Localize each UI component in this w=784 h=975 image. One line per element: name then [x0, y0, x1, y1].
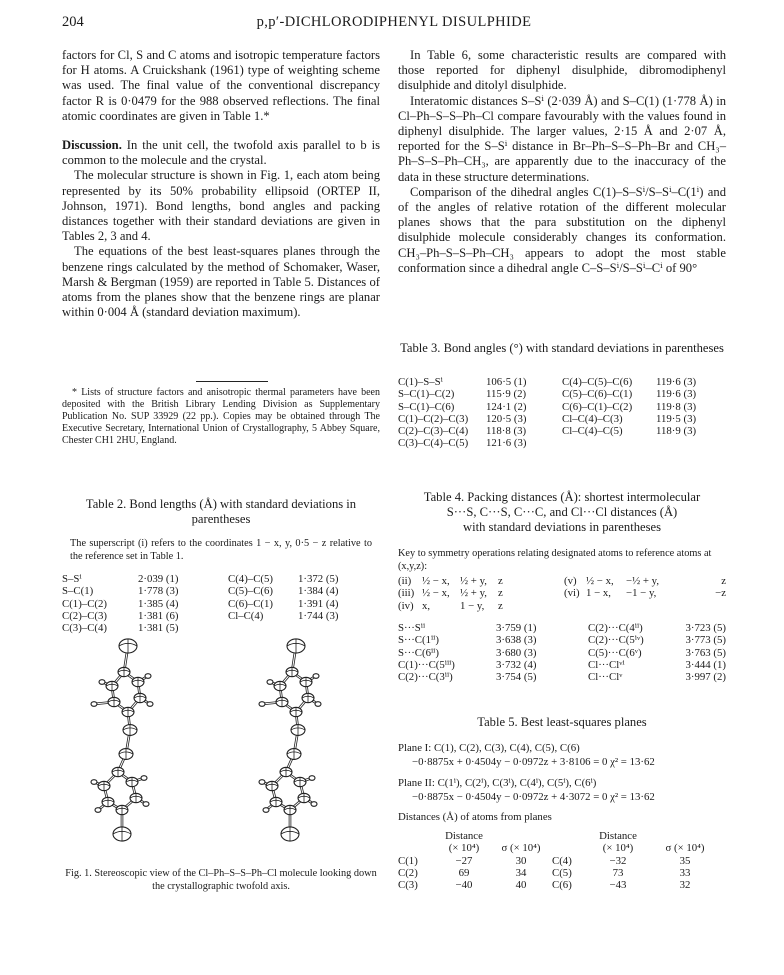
table-cell: 69: [458, 866, 470, 879]
table-cell: 2·039 (1): [138, 573, 179, 585]
table-cell: 118·8 (3): [486, 425, 527, 438]
table5-distances: [398, 830, 726, 891]
figure1-caption: Fig. 1. Stereoscopic view of the Cl–Ph–S–S–Ph–Cl molecule looking down the crystallographic twofold axis.: [65, 868, 377, 892]
table-cell: C(2): [398, 866, 418, 879]
table3-caption: Table 3. Bond angles (°) with standard deviations in parentheses: [400, 341, 724, 355]
table-cell: 119·5 (3): [656, 412, 697, 425]
table-cell: 40: [515, 879, 527, 892]
table-row: [62, 610, 380, 622]
table-cell: C(1)···C(5ⁱⁱⁱ): [398, 658, 455, 671]
discussion-heading: Discussion.: [62, 138, 122, 153]
col-units-left: (× 10⁴): [448, 842, 480, 855]
table-cell: 32: [679, 879, 691, 892]
table4: [398, 622, 726, 683]
discussion-text: In the unit cell, the twofold axis parallel to b is common to the molecule and the crystal.: [62, 138, 380, 168]
table3: [398, 376, 726, 450]
table4-symmetry: [398, 575, 726, 612]
table-cell: C(5): [552, 866, 572, 879]
symmetry-cell: z: [721, 575, 726, 587]
hydrogen-atom: [91, 702, 97, 707]
table-cell: Cl–C(4)–C(5): [562, 425, 623, 438]
table-cell: 1·381 (5): [138, 622, 179, 635]
table-cell: C(2)–C(3): [62, 609, 107, 622]
table-cell: C(6): [552, 879, 572, 892]
col-units-right: (× 10⁴): [602, 842, 634, 855]
table-cell: 120·5 (3): [486, 412, 527, 425]
symmetry-cell: z: [498, 575, 503, 587]
table-cell: 119·6 (3): [656, 388, 697, 401]
table-cell: 119·8 (3): [656, 400, 697, 413]
table-row: [398, 671, 726, 683]
table-cell: C(5)···C(6ᵛ): [588, 646, 642, 659]
table2: [62, 573, 380, 634]
table-cell: −43: [609, 879, 627, 892]
symmetry-cell: −z: [715, 587, 726, 600]
table5-planes: [398, 742, 726, 823]
table4-caption-line1: Table 4. Packing distances (Å): shortest intermolecular: [423, 490, 701, 504]
symmetry-cell: −½ + y,: [626, 575, 660, 587]
table-row: [398, 425, 726, 437]
table-cell: Cl···Clᵛ: [588, 671, 623, 684]
symmetry-cell: ½ + y,: [460, 587, 487, 600]
symmetry-cell: [564, 600, 586, 612]
col-distance-left: Distance: [445, 830, 483, 842]
table-cell: [228, 622, 298, 634]
symmetry-cell: z: [498, 587, 503, 600]
table-cell: [656, 437, 726, 449]
table-cell: C(6)–C(1): [228, 597, 273, 610]
table-cell: 3·763 (5): [685, 646, 726, 659]
page-header: [62, 14, 726, 34]
right-column-text: [398, 48, 726, 276]
table-cell: 3·773 (5): [685, 634, 726, 647]
symmetry-cell: 1 − y,: [460, 599, 485, 612]
hydrogen-atom: [259, 780, 265, 785]
table-cell: C(3): [398, 879, 418, 892]
table-cell: 1·384 (4): [298, 585, 339, 598]
table-row: [62, 585, 380, 597]
table-cell: C(2)···C(3ⁱⁱ): [398, 671, 453, 684]
table-cell: −40: [455, 879, 473, 892]
table-cell: S–Sⁱ: [62, 573, 82, 585]
hydrogen-atom: [95, 808, 101, 813]
table-cell: C(1)–C(2): [62, 597, 107, 610]
running-title: p,p′-DICHLORODIPHENYL DISULPHIDE: [256, 14, 532, 30]
plane2-equation: −0·8875x − 0·4504y − 0·0972z + 4·3072 = 0 χ² = 13·62: [412, 790, 655, 803]
hydrogen-atom: [311, 802, 317, 807]
symmetry-row: [398, 587, 726, 599]
stereo-figure: [64, 638, 382, 858]
table-cell: S···Sⁱⁱ: [398, 622, 426, 634]
left-column-text: [62, 48, 380, 320]
table-cell: S···C(1ⁱⁱ): [398, 634, 439, 647]
table-cell: Cl–C(4): [228, 609, 264, 622]
col-distance-right: Distance: [599, 830, 637, 842]
table-cell: 3·732 (4): [496, 658, 537, 671]
table-cell: C(2)···C(5ⁱᵛ): [588, 634, 644, 647]
table2-caption: Table 2. Bond lengths (Å) with standard deviations in parentheses: [85, 497, 357, 526]
symmetry-cell: (vi): [564, 587, 580, 600]
table-cell: 30: [515, 854, 527, 867]
table-row: [62, 573, 380, 585]
table-cell: 33: [679, 866, 691, 879]
table-cell: 3·754 (5): [496, 671, 537, 684]
symmetry-cell: (iii): [398, 587, 415, 600]
table-cell: 121·6 (3): [486, 437, 527, 450]
table-cell: 3·680 (3): [496, 646, 537, 659]
table-row: [398, 388, 726, 400]
table-row: [62, 622, 380, 634]
symmetry-cell: [626, 600, 676, 612]
table-cell: C(2)···C(4ⁱⁱ): [588, 622, 643, 634]
table4-caption: [398, 490, 726, 535]
table-cell: −32: [609, 854, 627, 867]
hydrogen-atom: [309, 776, 315, 781]
symmetry-cell: (ii): [398, 575, 412, 587]
hydrogen-atom: [313, 674, 319, 679]
symmetry-cell: [676, 600, 726, 612]
table-cell: C(4): [552, 854, 572, 867]
table-row: [398, 879, 726, 891]
hydrogen-atom: [263, 808, 269, 813]
hydrogen-atom: [99, 680, 105, 685]
table-cell: C(2)–C(3)–C(4): [398, 425, 469, 438]
symmetry-cell: x,: [422, 599, 431, 612]
hydrogen-atom: [267, 680, 273, 685]
distances-label: Distances (Å) of atoms from planes: [398, 811, 552, 824]
paragraph-molecular-structure: The molecular structure is shown in Fig. 1, each atom being represented by its 50% probability ellipsoid (ORTEP II, Johnson, 1971). Bond lengths, bond angles and packing distances together with their standard deviations are given in Tables 2, 3 and 4.: [62, 168, 380, 244]
table-cell: 3·759 (1): [496, 622, 537, 634]
symmetry-cell: ½ − x,: [422, 575, 450, 587]
table-cell: C(3)–C(4)–C(5): [398, 437, 469, 450]
table-cell: C(4)–C(5): [228, 573, 273, 585]
table-cell: Cl–C(4)–C(3): [562, 412, 623, 425]
table-row: [398, 659, 726, 671]
table-cell: C(4)–C(5)–C(6): [562, 376, 633, 388]
symmetry-cell: [586, 600, 626, 612]
table-cell: 3·997 (2): [685, 671, 726, 684]
table-cell: S–C(1)–C(6): [398, 400, 455, 413]
table-cell: C(3)–C(4): [62, 622, 107, 635]
symmetry-cell: (v): [564, 575, 577, 587]
table-cell: 1·744 (3): [298, 609, 339, 622]
symmetry-cell: ½ + y,: [460, 575, 487, 587]
page-number: 204: [62, 14, 84, 30]
table-cell: 1·391 (4): [298, 597, 339, 610]
paragraph-refinement: factors for Cl, S and C atoms and isotropic temperature factors for H atoms. A Cruickshank (1961) type of weighting scheme was used. The final value of the conventional discrepancy factor R is 0·0479 for the 988 observed reflections. The final atomic coordinates are given in Table 1.*: [62, 48, 380, 123]
table-cell: 118·9 (3): [656, 425, 697, 438]
hydrogen-atom: [143, 802, 149, 807]
symmetry-cell: (iv): [398, 599, 414, 612]
table-cell: S–C(1): [62, 585, 94, 598]
table-cell: C(1)–S–Sⁱ: [398, 376, 443, 388]
molecule-right-view: [259, 639, 321, 841]
table-row: [398, 855, 726, 867]
table-cell: 1·372 (5): [298, 573, 339, 585]
table2-note: The superscript (i) refers to the coordinates 1 − x, y, 0·5 − z relative to the reference set in Table 1.: [70, 538, 372, 562]
hydrogen-atom: [147, 702, 153, 707]
table-row: [398, 437, 726, 449]
table-cell: 115·9 (2): [486, 388, 527, 401]
symmetry-cell: −1 − y,: [626, 587, 657, 600]
table4-caption-line3: with standard deviations in parentheses: [463, 520, 661, 534]
table4-caption-line2: S···S, C···S, C···C, and Cl···Cl distances (Å): [446, 505, 678, 519]
table-cell: 35: [679, 854, 691, 867]
hydrogen-atom: [91, 780, 97, 785]
table-cell: C(5)–C(6)–C(1): [562, 388, 633, 401]
paragraph-planes: The equations of the best least-squares planes through the benzene rings calculated by the method of Schomaker, Waser, Marsh & Bergman (1959) are reported in Table 5. Distances of atoms from the planes show that the benzene rings are planar within 0·004 Å (standard deviation maximum).: [62, 244, 380, 320]
table-row: [398, 376, 726, 388]
table-cell: 3·638 (3): [496, 634, 537, 647]
hydrogen-atom: [259, 702, 265, 707]
table-row: [398, 413, 726, 425]
symmetry-cell: z: [498, 599, 503, 612]
plane1-atoms: Plane I: C(1), C(2), C(3), C(4), C(5), C(6): [398, 742, 580, 754]
paragraph-discussion: [62, 138, 380, 168]
table-row: [398, 647, 726, 659]
table-row: [398, 401, 726, 413]
table5-caption: Table 5. Best least-squares planes: [477, 715, 647, 729]
paragraph-dihedral: Comparison of the dihedral angles C(1)–S–Sⁱ/S–Sⁱ–C(1ⁱ) and of the angles of relative rotation of the different molecular planes shows that the para substitution on the diphenyl disulphide molecule considerably changes its conformation. CH₃–Ph–S–S–Ph–CH₃ appears to adopt the most stable conformation since a dihedral angle C–S–Sⁱ/S–Sⁱ–Cⁱ of 90°: [398, 184, 726, 275]
paragraph-table6: In Table 6, some characteristic results are compared with those reported for diphenyl disulphide, dibromodiphenyl disulphide and ditolyl disulphide.: [398, 48, 726, 93]
table-cell: 1·778 (3): [138, 585, 179, 598]
symmetry-cell: 1 − x,: [586, 587, 611, 600]
footnote: * Lists of structure factors and anisotropic thermal parameters have been deposited with the British Library Lending Division as Supplementary Publication No. SUP 33929 (22 pp.). Copies may be obtained through The Executive Secretary, International Union of Crystallography, 5 Abbey Square, Chester CH1 2HU, England.: [62, 387, 380, 446]
table-cell: 3·723 (5): [685, 622, 726, 634]
table-cell: Cl···Clᵛⁱ: [588, 658, 625, 671]
table-row: [398, 634, 726, 646]
table-cell: C(6)–C(1)–C(2): [562, 400, 633, 413]
hydrogen-atom: [145, 674, 151, 679]
hydrogen-atom: [141, 776, 147, 781]
table-cell: 1·385 (4): [138, 597, 179, 610]
table-cell: S···C(6ⁱⁱ): [398, 646, 439, 659]
table-cell: −27: [455, 854, 473, 867]
table-cell: C(1): [398, 854, 418, 867]
table-cell: [562, 437, 656, 449]
footnote-rule: [196, 381, 268, 382]
table-cell: 34: [515, 866, 527, 879]
table-cell: C(5)–C(6): [228, 585, 273, 598]
table-cell: 73: [612, 866, 624, 879]
hydrogen-atom: [315, 702, 321, 707]
col-sigma-left: σ (× 10⁴): [501, 842, 541, 855]
table-cell: 119·6 (3): [656, 376, 697, 388]
symmetry-row: [398, 575, 726, 587]
plane2-atoms: Plane II: C(1ⁱ), C(2ⁱ), C(3ⁱ), C(4ⁱ), C(5ⁱ), C(6ⁱ): [398, 776, 597, 789]
molecule-left-view: [91, 639, 153, 841]
table-cell: C(1)–C(2)–C(3): [398, 412, 469, 425]
paragraph-interatomic: Interatomic distances S–Sⁱ (2·039 Å) and S–C(1) (1·778 Å) in Cl–Ph–S–S–Ph–Cl compare favourably with the values found in diphenyl disulphide. The larger values, 2·15 Å and 2·07 Å, reported for the S–Sⁱ distance in Br–Ph–S–S–Ph–Br and CH₃–Ph–S–S–Ph–CH₃, are apparently due to the inaccuracy of the data in these structure determinations.: [398, 93, 726, 184]
table-cell: 124·1 (2): [486, 400, 527, 413]
col-sigma-right: σ (× 10⁴): [665, 842, 705, 855]
table-cell: 1·381 (6): [138, 609, 179, 622]
table-cell: 106·5 (1): [486, 376, 527, 388]
table-row: [398, 867, 726, 879]
table4-key: Key to symmetry operations relating designated atoms to reference atoms at (x,y,z):: [398, 548, 712, 572]
symmetry-cell: ½ − x,: [586, 575, 614, 587]
table-cell: 3·444 (1): [685, 658, 726, 671]
table-row: [62, 598, 380, 610]
table-cell: [298, 622, 380, 634]
plane1-equation: −0·8875x + 0·4504y − 0·0972z + 3·8106 = 0 χ² = 13·62: [412, 756, 655, 769]
table-row: [398, 622, 726, 634]
symmetry-cell: ½ − x,: [422, 587, 450, 600]
symmetry-row: [398, 600, 726, 612]
table-cell: S–C(1)–C(2): [398, 388, 455, 401]
